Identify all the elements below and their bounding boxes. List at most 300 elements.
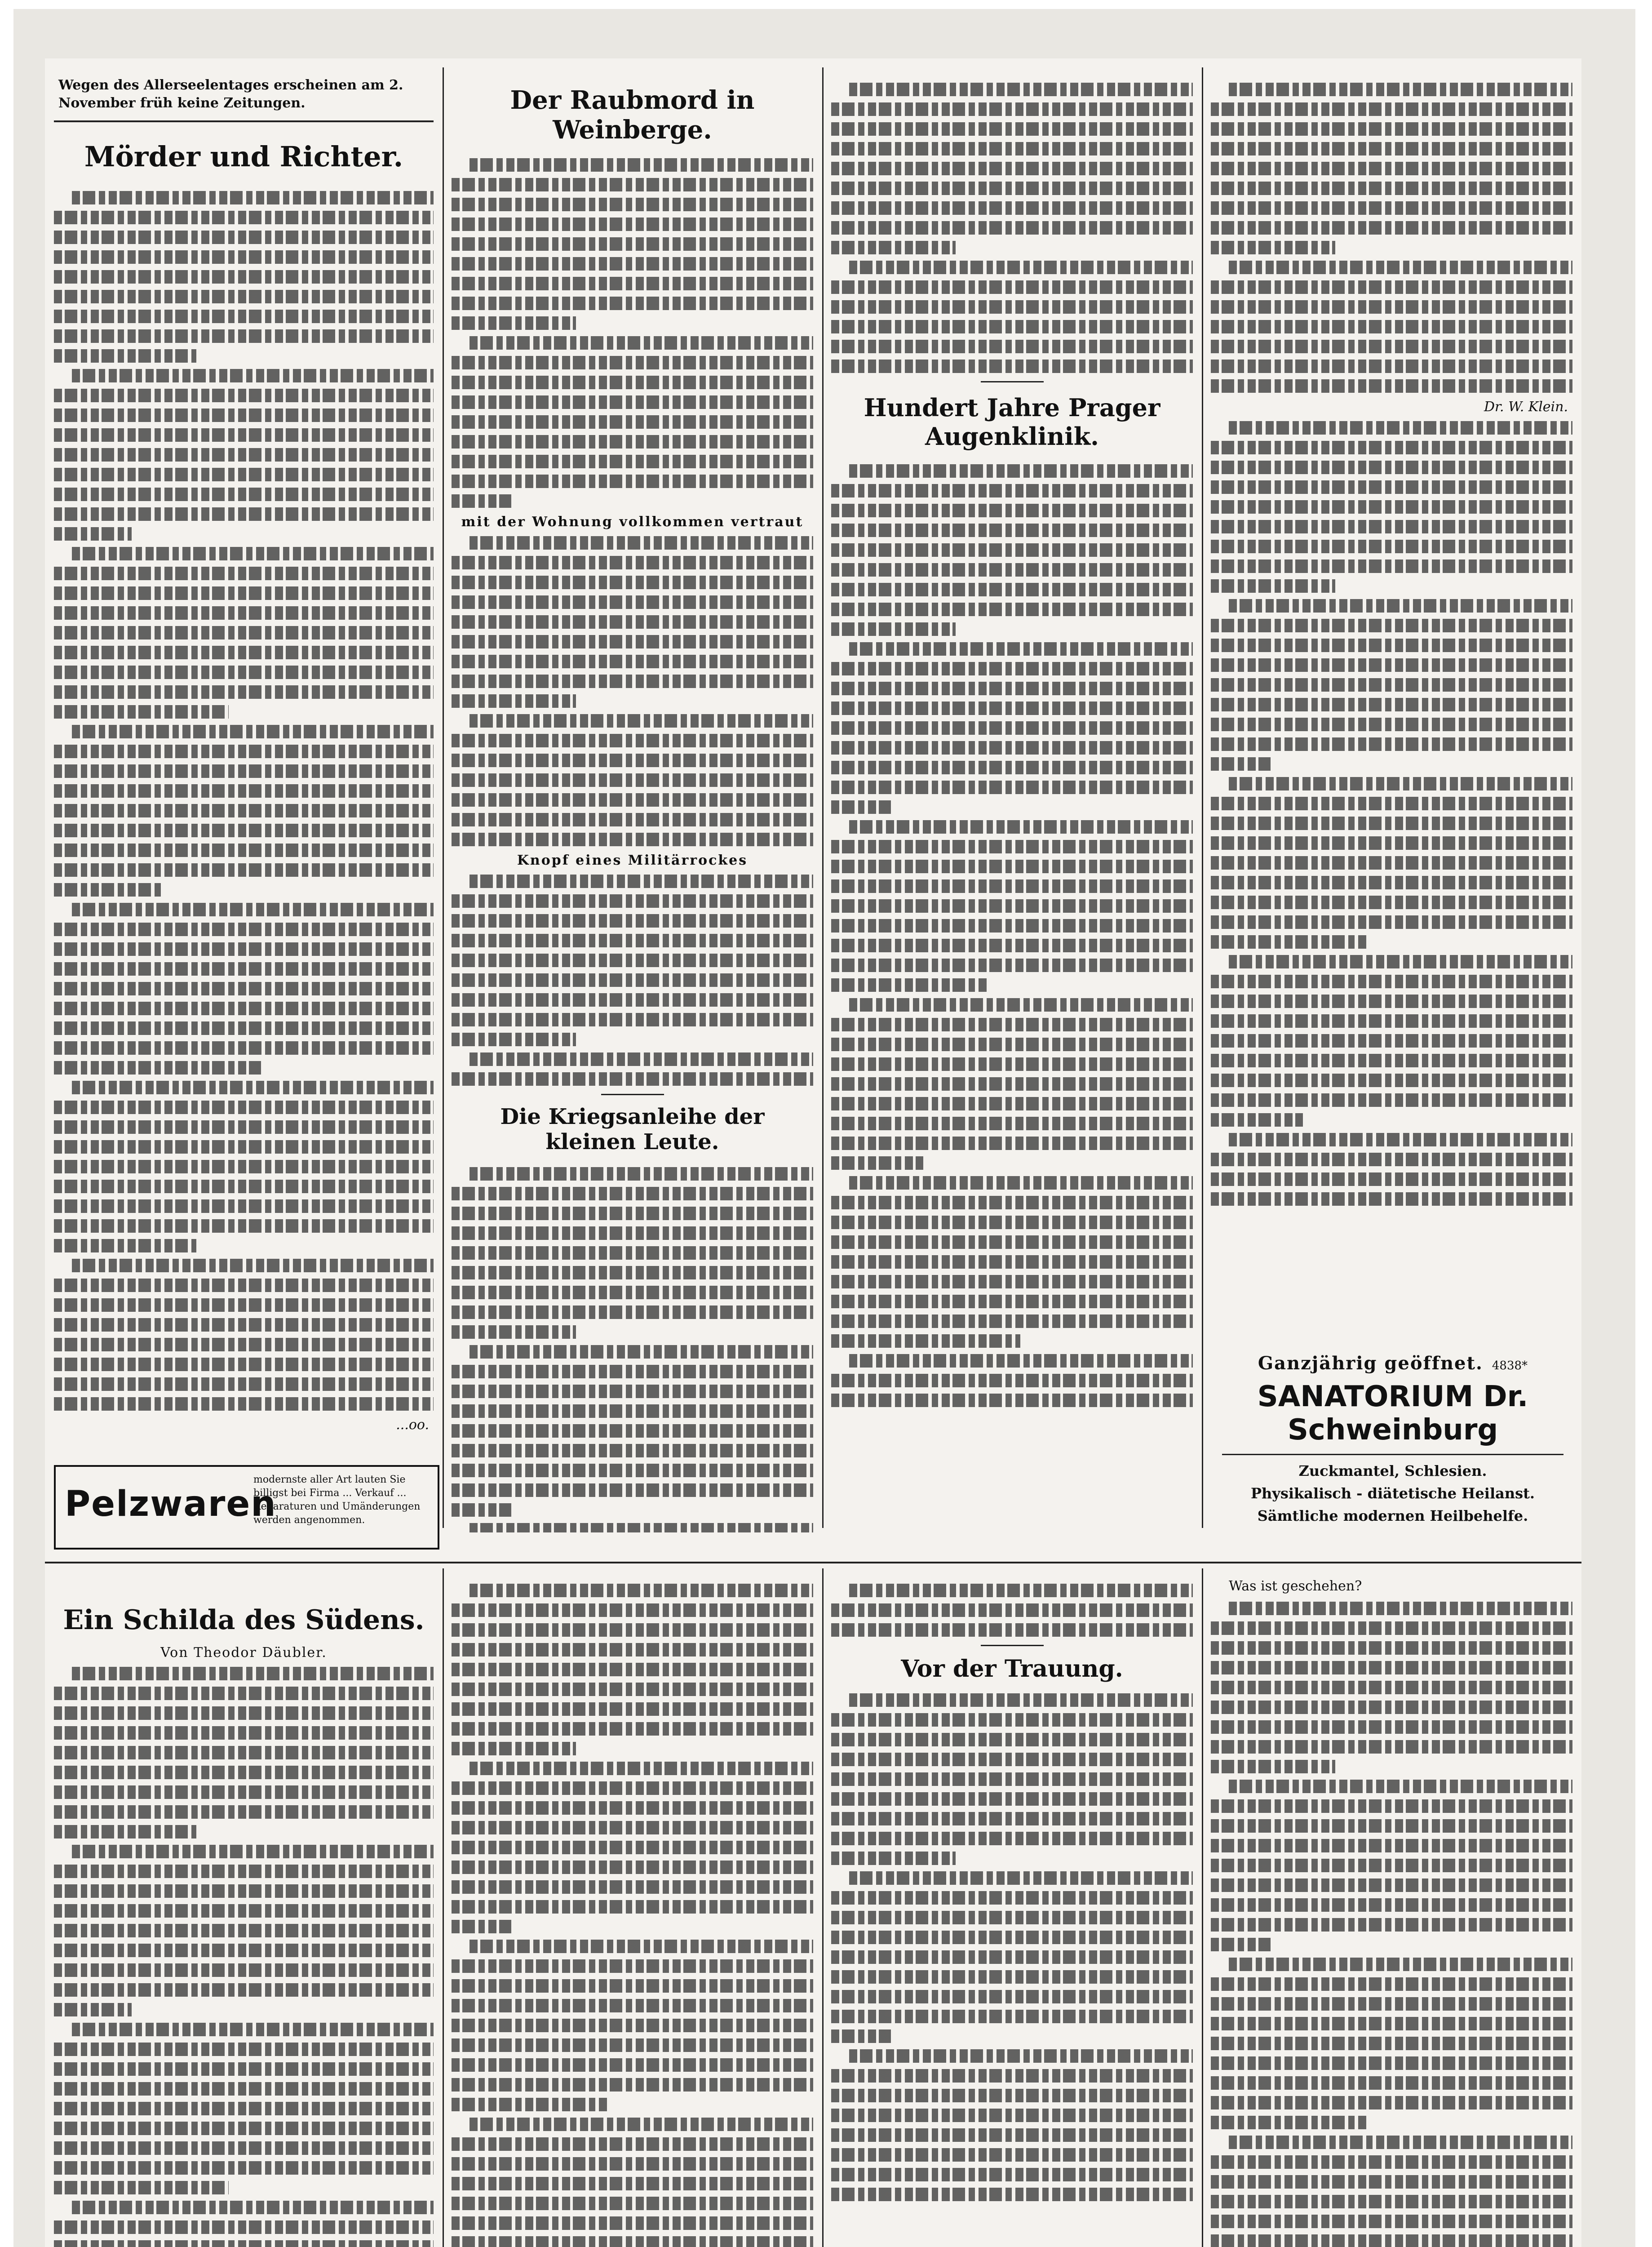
text-line bbox=[54, 1061, 261, 1075]
text-line bbox=[54, 745, 434, 758]
ad-sanatorium-name: SANATORIUM Dr. Schweinburg bbox=[1257, 1380, 1528, 1447]
text-line bbox=[1211, 1153, 1572, 1166]
text-line bbox=[469, 1167, 813, 1181]
text-line bbox=[831, 340, 1193, 353]
text-line bbox=[54, 211, 434, 224]
article-headline-raubmord: Der Raubmord in Weinberge. bbox=[510, 85, 755, 145]
text-line bbox=[54, 389, 434, 402]
text-line bbox=[469, 714, 813, 728]
text-line bbox=[831, 1314, 1193, 1328]
text-line bbox=[831, 702, 1193, 715]
text-line bbox=[831, 142, 1193, 155]
column-2 bbox=[452, 76, 813, 1532]
text-line bbox=[452, 1266, 813, 1279]
article-body-raubmord bbox=[452, 158, 813, 508]
text-line bbox=[54, 1706, 434, 1720]
text-line bbox=[54, 2102, 434, 2115]
separator bbox=[601, 1094, 664, 1095]
text-line bbox=[831, 1156, 923, 1170]
text-line bbox=[831, 1374, 1193, 1387]
text-line bbox=[452, 675, 813, 688]
ad-sanatorium bbox=[1213, 1353, 1572, 1546]
article-headline-trauung: Vor der Trauung. bbox=[901, 1655, 1123, 1683]
text-line bbox=[831, 2069, 1193, 2083]
text-line bbox=[1211, 1938, 1271, 1951]
text-line bbox=[1211, 2155, 1572, 2169]
text-line bbox=[1211, 560, 1572, 573]
text-line bbox=[54, 1160, 434, 1173]
text-line bbox=[54, 1338, 434, 1351]
text-line bbox=[452, 1365, 813, 1378]
text-line bbox=[54, 1358, 434, 1371]
text-line bbox=[1211, 2195, 1572, 2208]
text-line bbox=[54, 1884, 434, 1898]
text-line bbox=[831, 1057, 1193, 1071]
text-line bbox=[54, 705, 229, 719]
text-line bbox=[1229, 1780, 1572, 1793]
article-headline-schilda: Ein Schilda des Südens. bbox=[63, 1604, 425, 1636]
bottom-column-4 bbox=[1211, 1577, 1572, 2247]
text-line bbox=[54, 863, 434, 877]
text-line bbox=[452, 1385, 813, 1398]
article-body-trauung bbox=[831, 1693, 1193, 2201]
text-line bbox=[452, 178, 813, 191]
text-line bbox=[452, 1722, 813, 1736]
text-line bbox=[1211, 520, 1572, 533]
text-line bbox=[452, 1444, 813, 1457]
text-line bbox=[54, 448, 434, 462]
text-line bbox=[831, 2188, 1193, 2201]
text-line bbox=[1229, 955, 1572, 968]
column-rule bbox=[1202, 1568, 1203, 2247]
text-line bbox=[54, 507, 434, 521]
text-line bbox=[1211, 1859, 1572, 1872]
text-line bbox=[1211, 1720, 1572, 1734]
text-line bbox=[831, 1137, 1193, 1150]
text-line bbox=[1211, 1034, 1572, 1048]
text-line bbox=[54, 250, 434, 264]
text-line bbox=[54, 270, 434, 284]
article-body-continued bbox=[831, 83, 1193, 373]
text-line bbox=[452, 2058, 813, 2072]
text-line bbox=[54, 1746, 434, 1759]
text-line bbox=[452, 1424, 813, 1438]
text-line bbox=[72, 547, 434, 560]
article-body-moerder bbox=[54, 191, 434, 1411]
text-line bbox=[849, 1584, 1193, 1597]
text-line bbox=[1211, 1172, 1572, 1186]
text-line bbox=[831, 484, 1193, 497]
text-line bbox=[1229, 421, 1572, 435]
text-line bbox=[1211, 379, 1572, 393]
text-line bbox=[452, 1325, 576, 1339]
ad-sanatorium-ref: 4838* bbox=[1492, 1359, 1528, 1372]
separator bbox=[981, 1645, 1044, 1646]
text-line bbox=[1211, 2017, 1572, 2030]
text-line bbox=[452, 1013, 813, 1026]
text-line bbox=[1211, 579, 1335, 593]
text-line bbox=[1211, 1898, 1572, 1912]
ad-sanatorium-line3: Physikalisch - diätetische Heilanst. bbox=[1250, 1485, 1535, 1502]
text-line bbox=[469, 1345, 813, 1359]
text-line bbox=[452, 494, 511, 508]
text-line bbox=[54, 2161, 434, 2175]
text-line bbox=[1211, 1839, 1572, 1852]
text-line bbox=[1229, 1602, 1572, 1615]
text-line bbox=[1211, 995, 1572, 1008]
text-line bbox=[452, 1226, 813, 1240]
text-line bbox=[831, 1911, 1193, 1924]
text-line bbox=[452, 1742, 576, 1755]
text-line bbox=[1211, 182, 1572, 195]
text-line bbox=[831, 1812, 1193, 1825]
text-line bbox=[469, 1052, 813, 1066]
text-line bbox=[831, 1117, 1193, 1130]
text-line bbox=[54, 2181, 229, 2194]
rule bbox=[54, 120, 434, 122]
text-line bbox=[54, 982, 434, 995]
text-line bbox=[54, 2122, 434, 2135]
text-line bbox=[54, 606, 434, 620]
text-line bbox=[1211, 540, 1572, 553]
text-line bbox=[831, 1216, 1193, 1229]
text-line bbox=[452, 1603, 813, 1617]
text-line bbox=[831, 543, 1193, 557]
text-line bbox=[831, 2029, 891, 2043]
text-line bbox=[54, 1199, 434, 1213]
text-line bbox=[831, 280, 1193, 294]
text-line bbox=[831, 1077, 1193, 1091]
column-4 bbox=[1211, 76, 1572, 1344]
text-line bbox=[452, 1207, 813, 1220]
text-line bbox=[54, 1140, 434, 1154]
text-line bbox=[54, 1687, 434, 1700]
text-line bbox=[54, 1101, 434, 1114]
text-line bbox=[452, 475, 813, 488]
text-line bbox=[831, 1950, 1193, 1964]
text-line bbox=[452, 1246, 813, 1260]
text-line bbox=[831, 1018, 1193, 1031]
text-line bbox=[831, 1334, 1020, 1348]
text-line bbox=[1211, 1074, 1572, 1087]
text-line bbox=[831, 1255, 1193, 1269]
text-line bbox=[452, 2019, 813, 2032]
text-line bbox=[72, 1259, 434, 1272]
text-line bbox=[469, 875, 813, 888]
text-line bbox=[1211, 1701, 1572, 1714]
text-line bbox=[54, 1983, 434, 1997]
text-line bbox=[1211, 737, 1572, 751]
text-line bbox=[452, 1920, 511, 1933]
text-line bbox=[452, 1979, 813, 1993]
text-line bbox=[1211, 441, 1572, 454]
text-line bbox=[469, 1584, 813, 1597]
text-line bbox=[452, 2137, 813, 2151]
text-line bbox=[452, 2197, 813, 2210]
text-line bbox=[1211, 2037, 1572, 2050]
text-line bbox=[831, 2168, 1193, 2181]
text-line bbox=[54, 2082, 434, 2096]
column-rule bbox=[822, 67, 824, 1528]
text-line bbox=[831, 1394, 1193, 1407]
text-line bbox=[849, 1693, 1193, 1707]
text-line bbox=[1229, 2136, 1572, 2149]
text-line bbox=[1211, 1113, 1303, 1127]
text-line bbox=[54, 804, 434, 817]
text-line bbox=[1211, 935, 1368, 949]
article-headline-augenklinik: Hundert Jahre Prager Augenklinik. bbox=[864, 393, 1160, 451]
text-line bbox=[452, 1072, 813, 1086]
text-line bbox=[831, 741, 1193, 755]
text-line bbox=[452, 655, 813, 668]
text-line bbox=[54, 428, 434, 442]
text-line bbox=[452, 455, 813, 468]
text-line bbox=[452, 2177, 813, 2190]
text-line bbox=[1211, 2116, 1368, 2129]
text-line bbox=[54, 1002, 434, 1015]
text-line bbox=[1211, 1192, 1572, 1206]
text-line bbox=[831, 1832, 1193, 1845]
text-line bbox=[1211, 698, 1572, 711]
text-line bbox=[54, 1120, 434, 1134]
text-line bbox=[54, 626, 434, 639]
text-line bbox=[452, 2038, 813, 2052]
text-line bbox=[54, 1318, 434, 1332]
text-line bbox=[452, 257, 813, 271]
text-line bbox=[452, 954, 813, 967]
text-line bbox=[831, 2109, 1193, 2122]
text-line bbox=[1211, 797, 1572, 810]
text-line bbox=[54, 409, 434, 422]
text-line bbox=[54, 883, 164, 897]
column-rule bbox=[1202, 67, 1203, 1528]
text-line bbox=[1211, 201, 1572, 215]
text-line bbox=[831, 781, 1193, 794]
text-line bbox=[831, 221, 1193, 235]
text-line bbox=[452, 1404, 813, 1418]
text-line bbox=[831, 2128, 1193, 2142]
text-line bbox=[1211, 102, 1572, 116]
text-line bbox=[849, 998, 1193, 1012]
text-line bbox=[1211, 480, 1572, 494]
text-line bbox=[831, 721, 1193, 735]
text-line bbox=[1211, 2076, 1572, 2090]
text-line bbox=[831, 662, 1193, 675]
text-line bbox=[1229, 1958, 1572, 1971]
text-line bbox=[452, 2157, 813, 2171]
text-line bbox=[1211, 300, 1572, 314]
article-body-raubmord-2 bbox=[452, 536, 813, 846]
text-line bbox=[831, 603, 1193, 616]
ad-sanatorium-open: Ganzjährig geöffnet. bbox=[1258, 1353, 1483, 1374]
text-line bbox=[54, 824, 434, 837]
text-line bbox=[469, 2118, 813, 2131]
text-line bbox=[1211, 280, 1572, 294]
article-body-kriegsanleihe bbox=[452, 1167, 813, 1532]
text-line bbox=[54, 567, 434, 580]
text-line bbox=[54, 1041, 434, 1055]
text-line bbox=[831, 2010, 1193, 2023]
text-line bbox=[54, 1180, 434, 1193]
text-line bbox=[54, 844, 434, 857]
text-line bbox=[54, 527, 132, 541]
text-line bbox=[1211, 1681, 1572, 1694]
top-notice: Wegen des Allerseelentages erscheinen am 2. November früh keine Zeitungen. bbox=[58, 77, 403, 111]
article-body-schilda bbox=[54, 1667, 434, 2247]
text-line bbox=[54, 468, 434, 481]
text-line bbox=[831, 800, 891, 814]
text-line bbox=[452, 2216, 813, 2230]
column-rule bbox=[443, 1568, 444, 2247]
text-line bbox=[849, 642, 1193, 656]
text-line bbox=[452, 894, 813, 908]
text-line bbox=[831, 563, 1193, 577]
text-line bbox=[1211, 2215, 1572, 2228]
text-line bbox=[54, 1924, 434, 1937]
text-line bbox=[469, 1762, 813, 1775]
text-line bbox=[1211, 1997, 1572, 2011]
text-line bbox=[831, 1931, 1193, 1944]
column-rule bbox=[443, 67, 444, 1528]
text-line bbox=[452, 277, 813, 290]
text-line bbox=[54, 488, 434, 501]
text-line bbox=[72, 903, 434, 916]
text-line bbox=[54, 1377, 434, 1391]
text-line bbox=[452, 793, 813, 807]
text-line bbox=[54, 1239, 196, 1252]
text-line bbox=[831, 1235, 1193, 1249]
text-line bbox=[1211, 2096, 1572, 2109]
article-intro-question: Was ist geschehen? bbox=[1229, 1578, 1362, 1594]
text-line bbox=[1211, 1014, 1572, 1028]
text-line bbox=[54, 1298, 434, 1312]
ad-pelzwaren-text: modernste aller Art lauten Sie billigst bei Firma ... Verkauf ... Reparaturen und Umänderungen werden angenommen. bbox=[253, 1474, 421, 1526]
text-line bbox=[452, 1306, 813, 1319]
column-3 bbox=[831, 76, 1193, 1532]
text-line bbox=[1211, 1661, 1572, 1674]
text-line bbox=[1211, 1799, 1572, 1813]
text-line bbox=[831, 2089, 1193, 2102]
text-line bbox=[452, 734, 813, 747]
news-items bbox=[1211, 421, 1572, 1206]
article-body-schilda-3 bbox=[831, 1584, 1193, 1637]
text-line bbox=[452, 1900, 813, 1914]
text-line bbox=[831, 761, 1193, 774]
text-line bbox=[831, 959, 1193, 972]
text-line bbox=[1211, 915, 1572, 929]
article-headline-kriegsanleihe: Die Kriegsanleihe der kleinen Leute. bbox=[500, 1104, 765, 1155]
text-line bbox=[72, 1845, 434, 1858]
text-line bbox=[831, 939, 1193, 952]
text-line bbox=[452, 1464, 813, 1477]
text-line bbox=[54, 2141, 434, 2155]
text-line bbox=[54, 923, 434, 936]
text-line bbox=[452, 297, 813, 310]
text-line bbox=[452, 2078, 813, 2092]
text-line bbox=[54, 2062, 434, 2076]
text-line bbox=[1211, 320, 1572, 333]
article-byline-schilda: Von Theodor Däubler. bbox=[160, 1645, 327, 1661]
text-line bbox=[452, 1781, 813, 1795]
text-line bbox=[1211, 142, 1572, 155]
text-line bbox=[452, 1702, 813, 1716]
text-line bbox=[831, 583, 1193, 596]
text-line bbox=[54, 1825, 196, 1838]
text-line bbox=[849, 1354, 1193, 1368]
text-line bbox=[72, 725, 434, 738]
text-line bbox=[1211, 340, 1572, 353]
text-line bbox=[831, 201, 1193, 215]
text-line bbox=[1211, 500, 1572, 514]
text-line bbox=[831, 1038, 1193, 1051]
text-line bbox=[831, 1970, 1193, 1984]
article-body-schilda-2 bbox=[452, 1584, 813, 2247]
text-line bbox=[849, 83, 1193, 96]
text-line bbox=[452, 1286, 813, 1299]
text-line bbox=[831, 504, 1193, 517]
text-line bbox=[1211, 1740, 1572, 1754]
text-line bbox=[72, 191, 434, 204]
text-line bbox=[54, 646, 434, 659]
text-line bbox=[1211, 1878, 1572, 1892]
text-line bbox=[831, 978, 988, 992]
text-line bbox=[849, 2049, 1193, 2063]
text-line bbox=[849, 1176, 1193, 1190]
text-line bbox=[452, 1959, 813, 1973]
text-line bbox=[452, 1187, 813, 1200]
text-line bbox=[831, 1196, 1193, 1209]
text-line bbox=[1211, 678, 1572, 692]
text-line bbox=[849, 261, 1193, 274]
text-line bbox=[849, 464, 1193, 478]
text-line bbox=[1229, 1133, 1572, 1146]
text-line bbox=[54, 942, 434, 956]
article-end-mark: ...oo. bbox=[396, 1417, 429, 1433]
text-line bbox=[1211, 1918, 1572, 1932]
text-line bbox=[54, 1219, 434, 1233]
text-line bbox=[1211, 1760, 1335, 1773]
text-line bbox=[1211, 975, 1572, 988]
text-line bbox=[54, 1726, 434, 1740]
ad-pelzwaren bbox=[54, 1465, 439, 1550]
text-line bbox=[54, 310, 434, 323]
rule bbox=[1222, 1454, 1563, 1455]
text-line bbox=[1229, 777, 1572, 790]
article-body-augenklinik-end bbox=[1211, 83, 1572, 393]
text-line bbox=[1211, 876, 1572, 889]
text-line bbox=[452, 376, 813, 389]
text-line bbox=[831, 1792, 1193, 1806]
text-line bbox=[1229, 261, 1572, 274]
text-line bbox=[452, 556, 813, 569]
text-line bbox=[849, 1871, 1193, 1885]
text-line bbox=[54, 329, 434, 343]
text-line bbox=[1211, 162, 1572, 175]
text-line bbox=[54, 2240, 434, 2247]
text-line bbox=[54, 962, 434, 976]
text-line bbox=[54, 586, 434, 600]
text-line bbox=[831, 182, 1193, 195]
text-line bbox=[831, 682, 1193, 695]
subhead-knopf: Knopf eines Militärrockes bbox=[517, 853, 748, 868]
text-line bbox=[452, 1483, 813, 1497]
text-line bbox=[1211, 241, 1335, 254]
bottom-column-2 bbox=[452, 1577, 813, 2247]
text-line bbox=[54, 685, 434, 699]
newspaper-sheet bbox=[13, 9, 1635, 2247]
text-line bbox=[54, 2003, 132, 2016]
text-line bbox=[54, 1021, 434, 1035]
